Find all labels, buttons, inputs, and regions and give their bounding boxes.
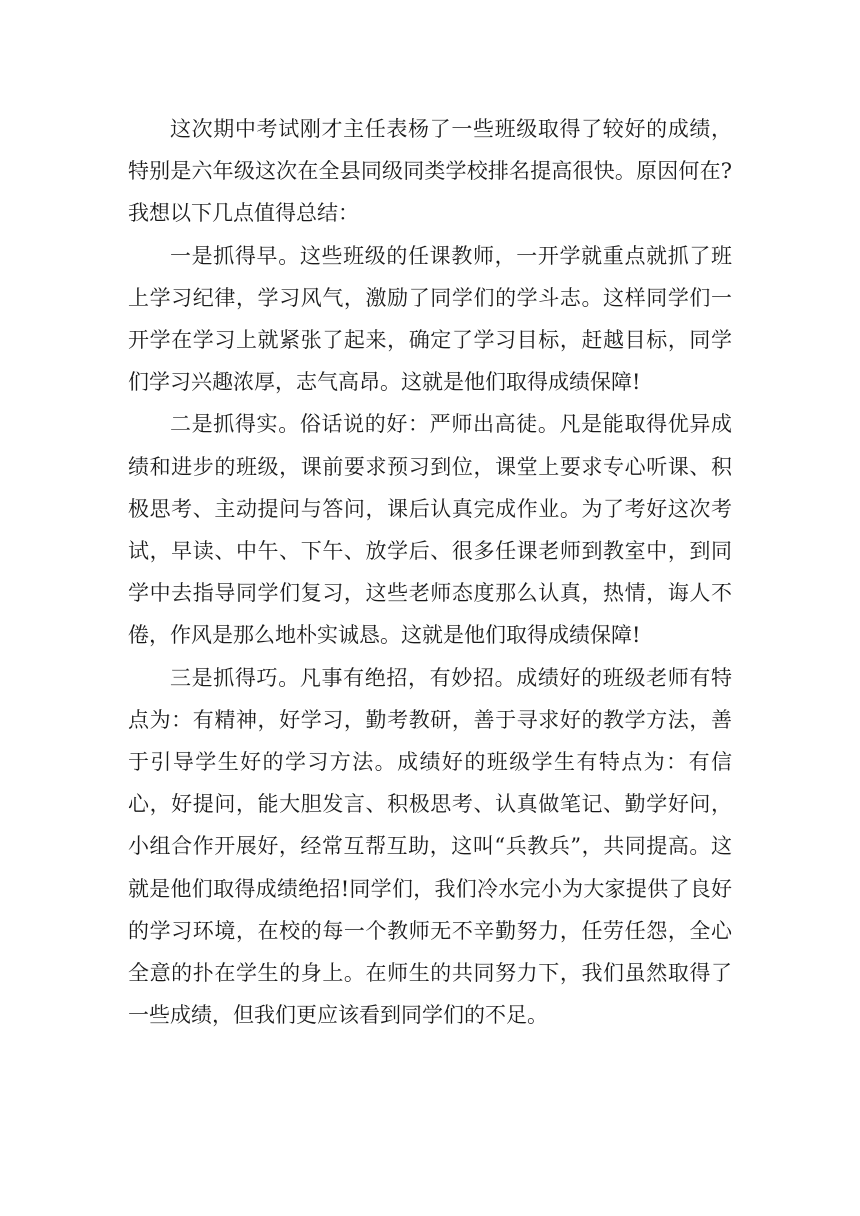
document-body: [128, 108, 732, 1036]
paragraph-point-clever: 三是抓得巧。凡事有绝招，有妙招。成绩好的班级老师有特点为：有精神，好学习，勤考教研，善于寻求好的教学方法，善于引导学生好的学习方法。成绩好的班级学生有特点为：有信心，好提问，能大胆发言、积极思考、认真做笔记、勤学好问，小组合作开展好，经常互帮互助，这叫“兵教兵”，共同提高。这就是他们取得成绩绝招!同学们，我们冷水完小为大家提供了良好的学习环境，在校的每一个教师无不辛勤努力，任劳任怨，全心全意的扑在学生的身上。在师生的共同努力下，我们虽然取得了一些成绩，但我们更应该看到同学们的不足。: [128, 665, 732, 1028]
paragraph-point-early: 一是抓得早。这些班级的任课教师，一开学就重点就抓了班上学习纪律，学习风气，激励了同学们的学斗志。这样同学们一开学在学习上就紧张了起来，确定了学习目标，赶越目标，同学们学习兴趣浓厚，志气高昂。这就是他们取得成绩保障!: [128, 243, 732, 395]
paragraph-intro: 这次期中考试刚才主任表杨了一些班级取得了较好的成绩，特别是六年级这次在全县同级同类学校排名提高很快。原因何在?我想以下几点值得总结：: [128, 117, 732, 226]
paragraph-point-solid: 二是抓得实。俗话说的好：严师出高徒。凡是能取得优异成绩和进步的班级，课前要求预习到位，课堂上要求专心听课、积极思考、主动提问与答问，课后认真完成作业。为了考好这次考试，早读、中午、下午、放学后、很多任课老师到教室中，到同学中去指导同学们复习，这些老师态度那么认真，热情，诲人不倦，作风是那么地朴实诚恳。这就是他们取得成绩保障!: [128, 412, 732, 648]
